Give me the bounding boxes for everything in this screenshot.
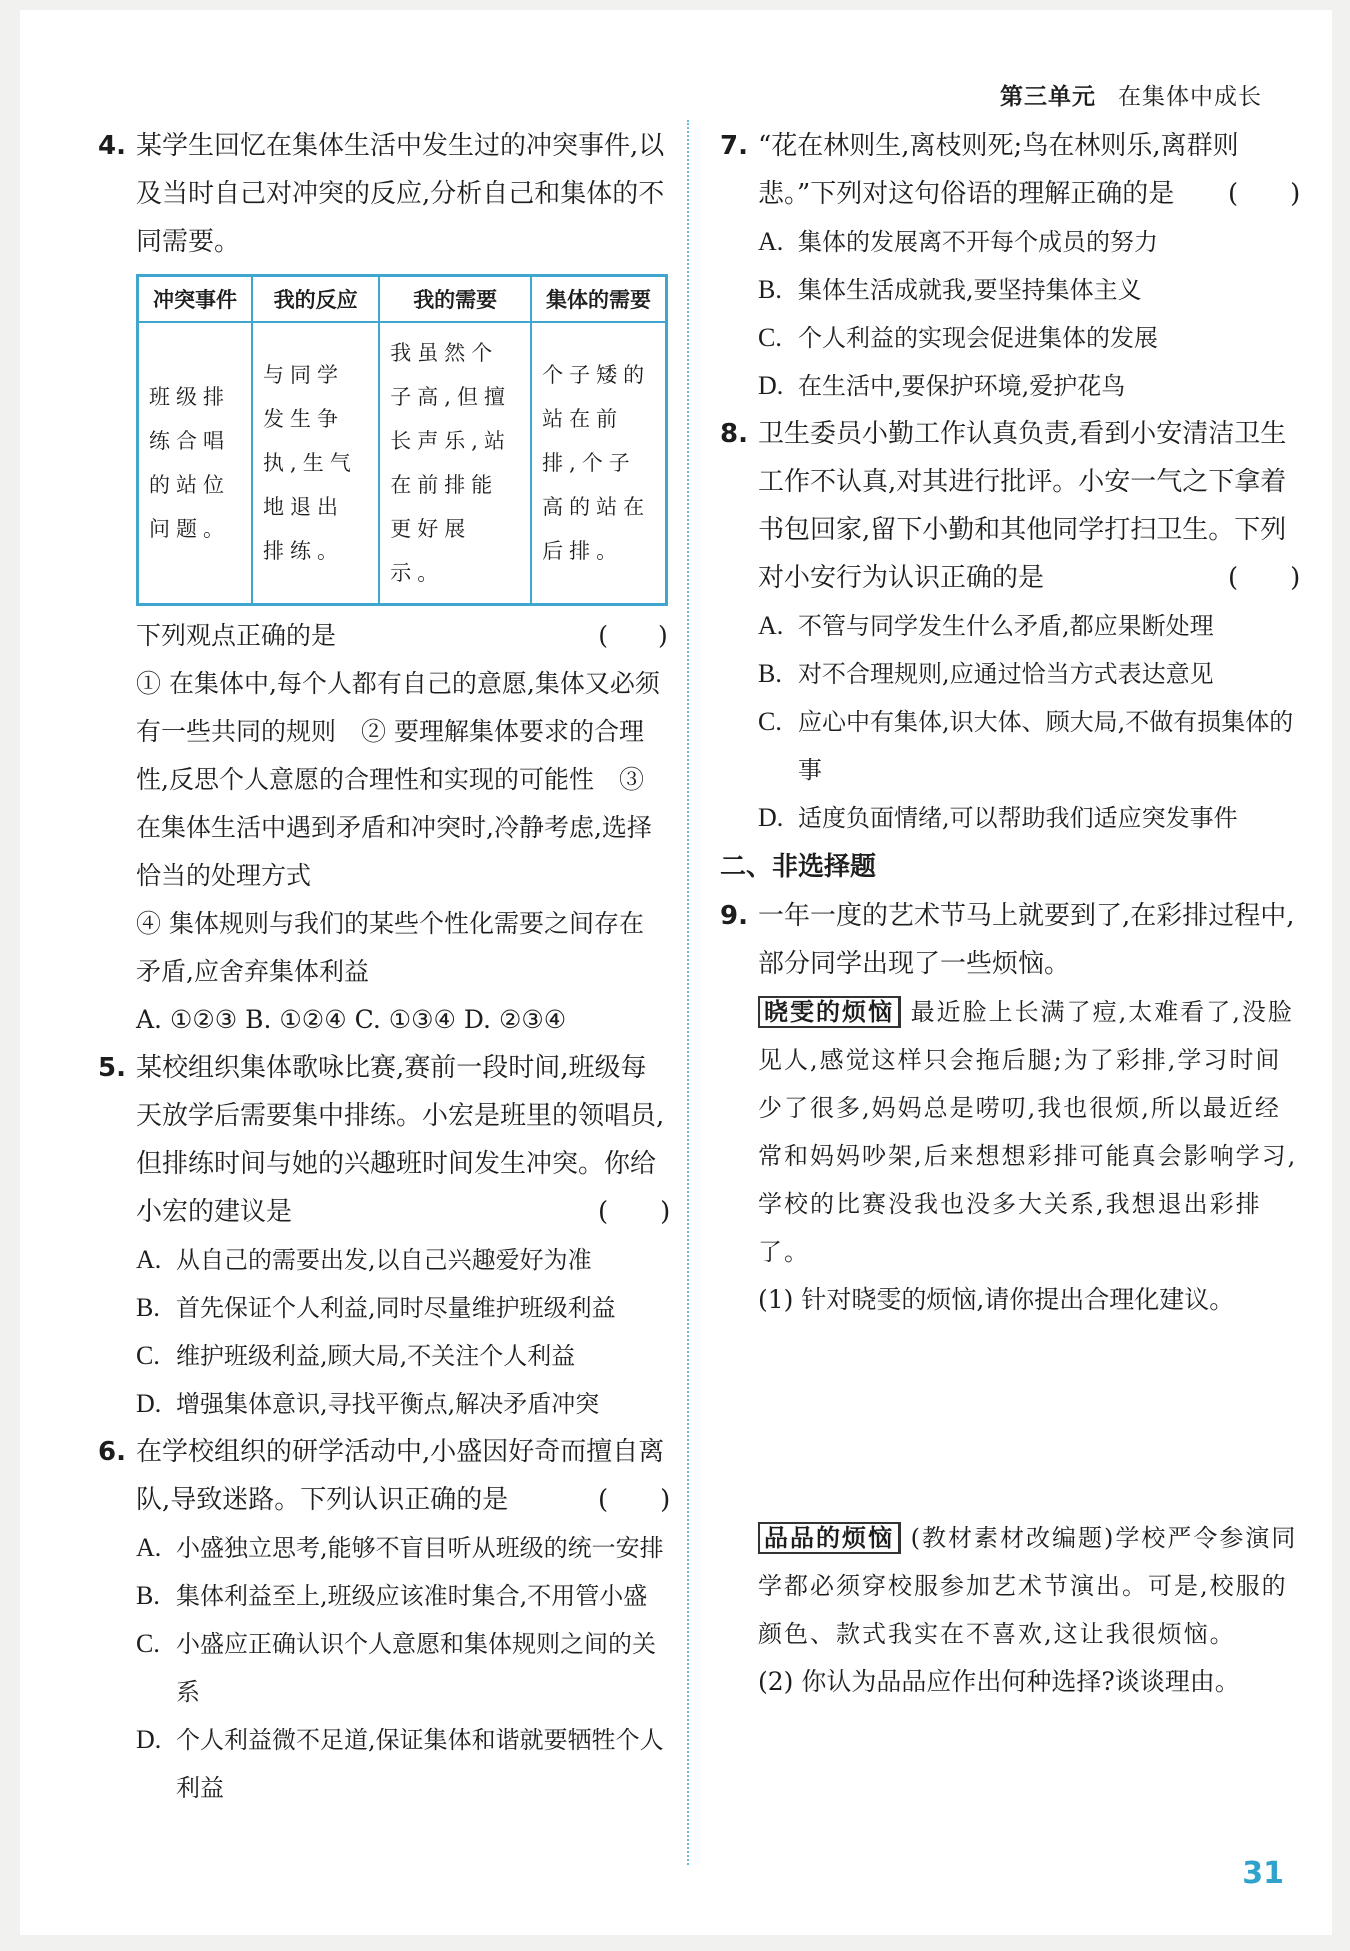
table-header: 我的需要 bbox=[379, 276, 531, 323]
table-header: 冲突事件 bbox=[138, 276, 253, 323]
option-letter: C. bbox=[758, 323, 782, 352]
worksheet-page bbox=[20, 10, 1332, 1935]
option-a bbox=[98, 1524, 668, 1572]
option-letter: A. bbox=[758, 227, 784, 256]
option-text: 增强集体意识,寻找平衡点,解决矛盾冲突 bbox=[176, 1390, 600, 1418]
question-number: 9. bbox=[720, 901, 748, 931]
answer-blank[interactable]: ( ) bbox=[598, 1485, 671, 1515]
option-text: 应心中有集体,识大体、顾大局,不做有损集体的事 bbox=[798, 708, 1294, 784]
option-d bbox=[720, 362, 1298, 410]
story-tag: 品品的烦恼 bbox=[758, 1522, 901, 1554]
answer-blank[interactable]: ( ) bbox=[1228, 563, 1301, 593]
story-text: 最近脸上长满了痘,太难看了,没脸见人,感觉这样只会拖后腿;为了彩排,学习时间少了很多,妈妈总是唠叨,我也很烦,所以最近经常和妈妈吵架,后来想想彩排可能真会影响学习,学校的比赛没我也没多大关系,我想退出彩排了。 bbox=[758, 998, 1298, 1266]
question-number: 7. bbox=[720, 131, 748, 161]
question-prompt bbox=[98, 612, 668, 660]
story-pinpin bbox=[720, 1514, 1298, 1658]
option-b bbox=[98, 1284, 668, 1332]
sub-question-1: (1) 针对晓雯的烦恼,请你提出合理化建议。 bbox=[758, 1285, 1235, 1314]
question-5 bbox=[98, 1044, 671, 1236]
option-letter: A. bbox=[136, 1245, 162, 1274]
story-tag: 晓雯的烦恼 bbox=[758, 996, 901, 1028]
question-number: 6. bbox=[98, 1437, 126, 1467]
table-cell: 我虽然个子高,但擅长声乐,站在前排能更好展示。 bbox=[379, 322, 531, 605]
option-text: 小盛独立思考,能够不盲目听从班级的统一安排 bbox=[176, 1534, 664, 1562]
left-column bbox=[98, 122, 671, 1812]
option-c bbox=[98, 1332, 668, 1380]
conflict-table bbox=[136, 274, 668, 606]
option-d bbox=[98, 1716, 668, 1812]
option-c bbox=[720, 698, 1298, 794]
answer-space-1[interactable] bbox=[720, 1324, 1298, 1514]
option-a bbox=[720, 602, 1298, 650]
table-header: 集体的需要 bbox=[531, 276, 666, 323]
option-letter: C. bbox=[136, 1341, 160, 1370]
question-stem: 某学生回忆在集体生活中发生过的冲突事件,以及当时自己对冲突的反应,分析自己和集体的不同需要。 bbox=[136, 131, 665, 257]
choice-line: A. ①②③ B. ①②④ C. ①③④ D. ②③④ bbox=[136, 1005, 567, 1034]
option-b bbox=[98, 1572, 668, 1620]
table-header: 我的反应 bbox=[252, 276, 379, 323]
option-letter: B. bbox=[136, 1581, 160, 1610]
option-letter: C. bbox=[758, 707, 782, 736]
option-text: 个人利益微不足道,保证集体和谐就要牺牲个人利益 bbox=[176, 1726, 664, 1802]
option-letter: B. bbox=[758, 275, 782, 304]
right-column bbox=[720, 122, 1301, 1906]
column-divider bbox=[687, 120, 689, 1865]
question-8 bbox=[720, 410, 1301, 602]
statement-4: ④ 集体规则与我们的某些个性化需要之间存在矛盾,应舍弃集体利益 bbox=[136, 909, 644, 986]
table-cell: 与同学发生争执,生气地退出排练。 bbox=[252, 322, 379, 605]
question-number: 4. bbox=[98, 131, 126, 161]
story-xiaowen bbox=[720, 988, 1298, 1276]
option-letter: C. bbox=[136, 1629, 160, 1658]
option-d bbox=[98, 1380, 668, 1428]
option-letter: A. bbox=[136, 1533, 162, 1562]
answer-blank[interactable]: ( ) bbox=[1228, 179, 1301, 209]
option-text: 维护班级利益,顾大局,不关注个人利益 bbox=[176, 1342, 576, 1370]
option-text: 适度负面情绪,可以帮助我们适应突发事件 bbox=[798, 804, 1238, 832]
answer-space-2[interactable] bbox=[720, 1706, 1298, 1906]
option-text: 从自己的需要出发,以自己兴趣爱好为准 bbox=[176, 1246, 592, 1274]
option-d bbox=[720, 794, 1298, 842]
option-text: 集体利益至上,班级应该准时集合,不用管小盛 bbox=[176, 1582, 648, 1610]
option-b bbox=[720, 266, 1298, 314]
page-number: 31 bbox=[1242, 1856, 1284, 1891]
question-4 bbox=[98, 122, 668, 266]
question-7 bbox=[720, 122, 1301, 218]
unit-title: 在集体中成长 bbox=[1118, 84, 1262, 110]
question-stem: “花在林则生,离枝则死;鸟在林则乐,离群则悲。”下列对这句俗语的理解正确的是 bbox=[758, 131, 1239, 209]
unit-label: 第三单元 bbox=[1000, 84, 1096, 110]
option-c bbox=[720, 314, 1298, 362]
answer-blank[interactable]: ( ) bbox=[598, 1197, 671, 1227]
option-letter: D. bbox=[758, 371, 784, 400]
option-text: 个人利益的实现会促进集体的发展 bbox=[798, 324, 1158, 352]
page-header bbox=[1000, 78, 1262, 111]
option-a bbox=[720, 218, 1298, 266]
option-text: 集体的发展离不开每个成员的努力 bbox=[798, 228, 1158, 256]
option-letter: D. bbox=[136, 1725, 162, 1754]
option-c bbox=[98, 1620, 668, 1716]
option-text: 首先保证个人利益,同时尽量维护班级利益 bbox=[176, 1294, 616, 1322]
question-stem: 一年一度的艺术节马上就要到了,在彩排过程中,部分同学出现了一些烦恼。 bbox=[758, 901, 1295, 979]
table-cell: 个子矮的站在前排,个子高的站在后排。 bbox=[531, 322, 666, 605]
option-text: 不管与同学发生什么矛盾,都应果断处理 bbox=[798, 612, 1214, 640]
question-stem: 在学校组织的研学活动中,小盛因好奇而擅自离队,导致迷路。下列认识正确的是 bbox=[136, 1437, 665, 1515]
option-letter: D. bbox=[758, 803, 784, 832]
question-9 bbox=[720, 892, 1298, 988]
option-b bbox=[720, 650, 1298, 698]
question-number: 5. bbox=[98, 1053, 126, 1083]
question-stem: 卫生委员小勤工作认真负责,看到小安清洁卫生工作不认真,对其进行批评。小安一气之下拿着书包回家,留下小勤和其他同学打扫卫生。下列对小安行为认识正确的是 bbox=[758, 419, 1287, 593]
option-text: 小盛应正确认识个人意愿和集体规则之间的关系 bbox=[176, 1630, 656, 1706]
option-letter: A. bbox=[758, 611, 784, 640]
story-text: (教材素材改编题)学校严令参演同学都必须穿校服参加艺术节演出。可是,校服的颜色、款式我实在不喜欢,这让我很烦恼。 bbox=[758, 1524, 1298, 1648]
table-cell: 班级排练合唱的站位问题。 bbox=[138, 322, 253, 605]
answer-blank[interactable]: ( ) bbox=[598, 621, 668, 650]
option-text: 对不合理规则,应通过恰当方式表达意见 bbox=[798, 660, 1214, 688]
sub-question-2: (2) 你认为品品应作出何种选择?谈谈理由。 bbox=[758, 1667, 1240, 1696]
question-stem: 某校组织集体歌咏比赛,赛前一段时间,班级每天放学后需要集中排练。小宏是班里的领唱员,但排练时间与她的兴趣班时间发生冲突。你给小宏的建议是 bbox=[136, 1053, 665, 1227]
section-title: 二、非选择题 bbox=[720, 852, 877, 882]
prompt-text: 下列观点正确的是 bbox=[136, 621, 337, 650]
question-6 bbox=[98, 1428, 671, 1524]
option-letter: D. bbox=[136, 1389, 162, 1418]
option-letter: B. bbox=[136, 1293, 160, 1322]
statements: ① 在集体中,每个人都有自己的意愿,集体又必须有一些共同的规则 ② 要理解集体要求的合理性,反思个人意愿的合理性和实现的可能性 ③ 在集体生活中遇到矛盾和冲突时,冷静考虑,选择恰当的处理方式 bbox=[136, 669, 660, 890]
question-number: 8. bbox=[720, 419, 748, 449]
option-letter: B. bbox=[758, 659, 782, 688]
option-text: 在生活中,要保护环境,爱护花鸟 bbox=[798, 372, 1126, 400]
option-a bbox=[98, 1236, 668, 1284]
option-text: 集体生活成就我,要坚持集体主义 bbox=[798, 276, 1142, 304]
